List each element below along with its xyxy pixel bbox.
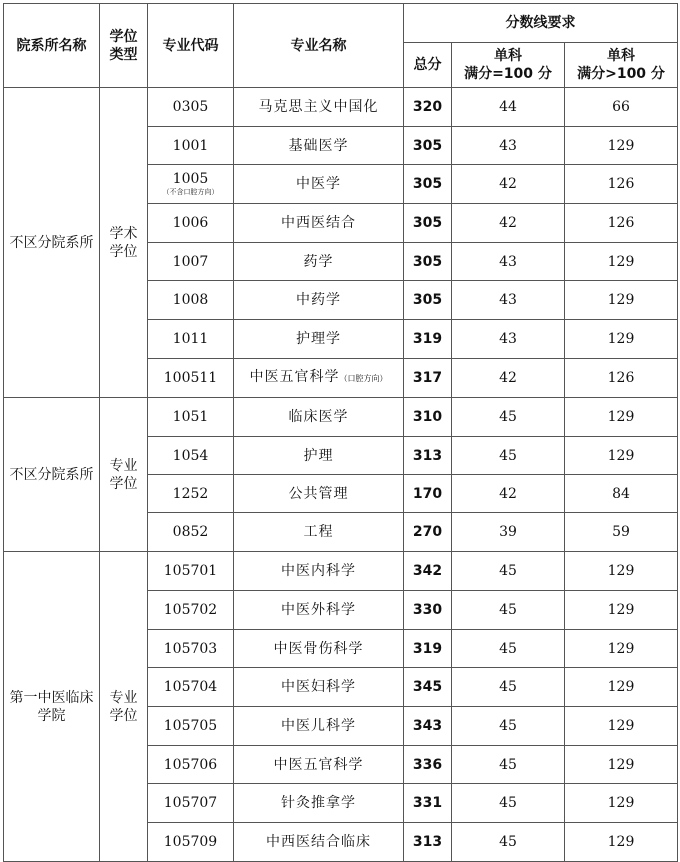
major-code-cell [148, 707, 234, 746]
total-score-cell: 331 [404, 784, 452, 823]
major-code: 105705 [163, 718, 218, 734]
major-code: 1006 [172, 215, 209, 231]
single-gt100-cell: 126 [565, 165, 678, 204]
major-name: 中医儿科学 [281, 718, 356, 734]
major-code: 105701 [163, 563, 218, 579]
major-name-cell [234, 707, 404, 746]
total-score-cell: 317 [404, 359, 452, 398]
single-le100-cell: 45 [452, 668, 565, 707]
major-name: 针灸推拿学 [281, 795, 356, 811]
major-code: 100511 [163, 370, 218, 386]
major-name: 中医五官科学 [273, 756, 364, 773]
single-le100-cell: 42 [452, 475, 565, 513]
single-gt100-cell: 129 [565, 784, 678, 823]
major-name: 马克思主义中国化 [258, 99, 379, 115]
single-le100-cell: 42 [452, 204, 565, 243]
header-major-name: 专业名称 [234, 4, 404, 88]
total-score-cell: 170 [404, 475, 452, 513]
major-code: 1252 [172, 485, 209, 502]
single-le100-cell: 45 [452, 437, 565, 475]
major-name: 中医妇科学 [281, 679, 356, 695]
total-score-cell: 336 [404, 746, 452, 784]
header-dept: 院系所名称 [4, 4, 100, 88]
single-gt100-cell: 129 [565, 746, 678, 784]
major-code-cell [148, 746, 234, 784]
major-code-cell [148, 823, 234, 862]
dept-cell: 第一中医临床学院 [4, 552, 100, 862]
major-name: 公共管理 [288, 485, 349, 502]
major-code: 105707 [163, 795, 218, 811]
degree-type-cell: 学术学位 [100, 88, 148, 398]
major-code: 105706 [163, 756, 218, 773]
total-score-cell: 305 [404, 127, 452, 165]
total-score-cell: 305 [404, 204, 452, 243]
major-name: 药学 [303, 253, 334, 270]
header-single-gt100 [565, 43, 678, 88]
major-name: 中医学 [296, 176, 341, 192]
single-gt100-cell: 129 [565, 127, 678, 165]
major-name-cell [234, 127, 404, 165]
major-code: 0852 [172, 524, 209, 540]
single-gt100-cell: 84 [565, 475, 678, 513]
major-code-cell [148, 630, 234, 668]
total-score-cell: 320 [404, 88, 452, 127]
major-code-cell [148, 591, 234, 630]
single-gt100-cell: 129 [565, 823, 678, 862]
major-code: 105704 [163, 679, 218, 695]
major-name-cell [234, 165, 404, 204]
total-score-cell: 343 [404, 707, 452, 746]
single-le100-cell: 42 [452, 165, 565, 204]
major-name: 基础医学 [288, 137, 349, 154]
major-name-cell [234, 823, 404, 862]
major-code-note: （不含口腔方向） [162, 188, 219, 196]
major-name-cell [234, 552, 404, 591]
major-code-cell [148, 513, 234, 552]
table-row [4, 398, 678, 437]
major-name-cell [234, 359, 404, 398]
total-score-cell: 313 [404, 823, 452, 862]
major-code-cell [148, 552, 234, 591]
single-le100-cell: 43 [452, 243, 565, 281]
score-line-table [3, 3, 678, 862]
major-code-cell [148, 668, 234, 707]
major-code-cell [148, 165, 234, 204]
single-gt100-cell: 129 [565, 320, 678, 359]
major-code: 1051 [172, 409, 209, 425]
dept-cell: 不区分院系所 [4, 398, 100, 552]
major-code-cell [148, 475, 234, 513]
single-le100-cell: 45 [452, 630, 565, 668]
major-code: 1007 [172, 253, 209, 270]
single-gt100-cell: 66 [565, 88, 678, 127]
single-le100-cell: 45 [452, 398, 565, 437]
header-single-gt100-line1: 单科 [607, 48, 636, 64]
major-name-cell [234, 398, 404, 437]
degree-type-cell: 专业学位 [100, 398, 148, 552]
major-code: 105702 [163, 602, 218, 618]
total-score-cell: 310 [404, 398, 452, 437]
major-name-cell [234, 784, 404, 823]
major-name: 中西医结合临床 [266, 834, 371, 850]
single-le100-cell: 45 [452, 746, 565, 784]
header-total: 总分 [404, 43, 452, 88]
single-gt100-cell: 59 [565, 513, 678, 552]
header-major-code: 专业代码 [148, 4, 234, 88]
header-single-le100-line1: 单科 [494, 48, 522, 64]
single-gt100-cell: 129 [565, 668, 678, 707]
total-score-cell: 305 [404, 243, 452, 281]
single-le100-cell: 43 [452, 127, 565, 165]
single-gt100-cell: 129 [565, 281, 678, 320]
major-code: 1001 [172, 137, 209, 154]
major-code-cell [148, 784, 234, 823]
major-code: 0305 [172, 99, 209, 115]
major-name-note: （口腔方向） [339, 374, 388, 383]
header-degree-type: 学位类型 [100, 4, 148, 88]
single-le100-cell: 45 [452, 707, 565, 746]
degree-type-cell: 专业学位 [100, 552, 148, 862]
major-code-cell [148, 204, 234, 243]
major-name-cell [234, 668, 404, 707]
header-single-gt100-line2: 满分>100 分 [577, 66, 665, 82]
major-name-cell [234, 591, 404, 630]
major-code-cell [148, 359, 234, 398]
dept-cell: 不区分院系所 [4, 88, 100, 398]
major-name-cell [234, 320, 404, 359]
major-code: 1054 [172, 447, 209, 464]
major-name-cell [234, 88, 404, 127]
single-le100-cell: 43 [452, 281, 565, 320]
single-le100-cell: 45 [452, 823, 565, 862]
major-code-cell [148, 281, 234, 320]
major-code-cell [148, 243, 234, 281]
total-score-cell: 330 [404, 591, 452, 630]
major-name: 工程 [303, 524, 334, 540]
major-name-cell [234, 513, 404, 552]
major-name: 中药学 [296, 292, 341, 308]
major-code-cell [148, 88, 234, 127]
major-name: 中医外科学 [281, 602, 356, 618]
single-gt100-cell: 129 [565, 243, 678, 281]
major-name-cell [234, 475, 404, 513]
major-code-cell [148, 127, 234, 165]
total-score-cell: 319 [404, 630, 452, 668]
single-gt100-cell: 129 [565, 437, 678, 475]
major-name: 护理学 [296, 331, 341, 347]
major-name-cell [234, 437, 404, 475]
single-le100-cell: 43 [452, 320, 565, 359]
major-name: 中医内科学 [281, 563, 356, 579]
major-code: 1008 [172, 292, 209, 308]
header-score-requirement: 分数线要求 [404, 4, 678, 43]
major-name-cell [234, 630, 404, 668]
major-code: 1011 [172, 331, 209, 347]
major-name: 中医骨伤科学 [273, 640, 364, 657]
single-gt100-cell: 129 [565, 398, 678, 437]
table-row [4, 88, 678, 127]
major-code-cell [148, 398, 234, 437]
single-gt100-cell: 129 [565, 552, 678, 591]
major-name-cell [234, 746, 404, 784]
single-gt100-cell: 129 [565, 591, 678, 630]
table-row [4, 552, 678, 591]
total-score-cell: 305 [404, 165, 452, 204]
major-code-cell [148, 320, 234, 359]
single-gt100-cell: 129 [565, 707, 678, 746]
total-score-cell: 313 [404, 437, 452, 475]
single-gt100-cell: 126 [565, 204, 678, 243]
single-gt100-cell: 126 [565, 359, 678, 398]
major-name: 中西医结合 [281, 215, 356, 231]
major-code-cell [148, 437, 234, 475]
major-code: 105703 [163, 640, 218, 657]
major-name-cell [234, 204, 404, 243]
header-single-le100-line2: 满分=100 分 [464, 66, 552, 82]
header-single-le100 [452, 43, 565, 88]
major-name: 临床医学 [288, 409, 349, 425]
single-le100-cell: 39 [452, 513, 565, 552]
major-name: 护理 [303, 447, 334, 464]
single-le100-cell: 45 [452, 552, 565, 591]
total-score-cell: 270 [404, 513, 452, 552]
total-score-cell: 319 [404, 320, 452, 359]
single-gt100-cell: 129 [565, 630, 678, 668]
single-le100-cell: 42 [452, 359, 565, 398]
single-le100-cell: 44 [452, 88, 565, 127]
total-score-cell: 345 [404, 668, 452, 707]
total-score-cell: 342 [404, 552, 452, 591]
major-name-cell [234, 243, 404, 281]
major-name-cell [234, 281, 404, 320]
major-name: 中医五官科学 [249, 369, 340, 385]
single-le100-cell: 45 [452, 591, 565, 630]
major-code: 1005 [172, 171, 209, 187]
single-le100-cell: 45 [452, 784, 565, 823]
major-code: 105709 [163, 834, 218, 850]
total-score-cell: 305 [404, 281, 452, 320]
